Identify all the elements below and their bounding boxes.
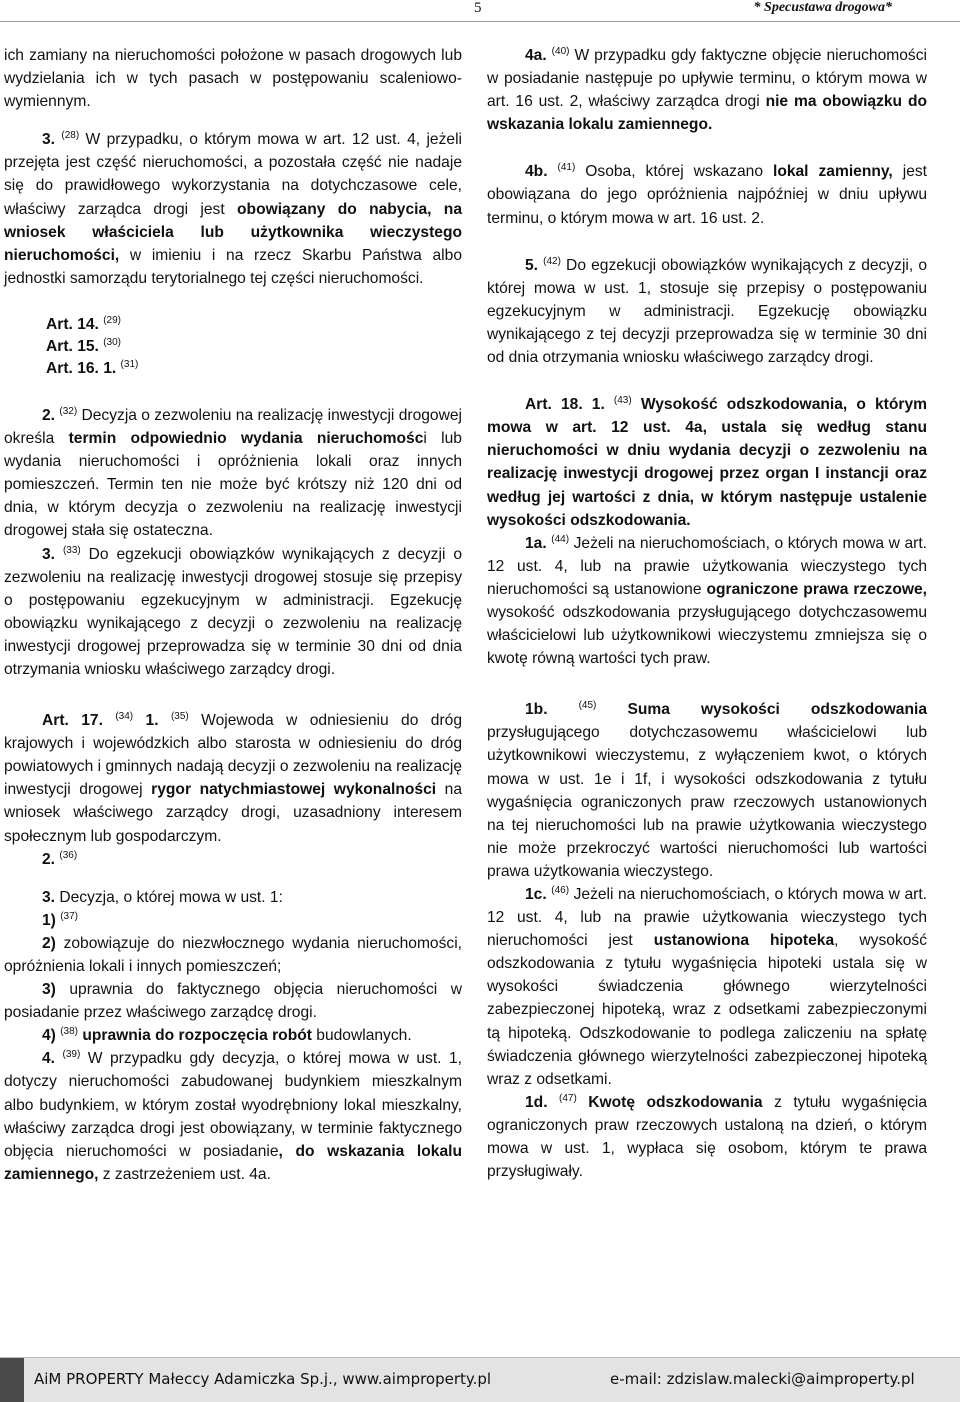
footnote-ref: (37): [60, 910, 79, 922]
article-heading: Art. 15. $^{(30)}$: [46, 336, 122, 355]
paragraph-3: 3. Decyzja, o której mowa w ust. 1:: [42, 888, 283, 906]
footnote-ref: (41): [557, 162, 576, 174]
page-footer: [0, 1357, 960, 1402]
footnote-ref: (42): [543, 255, 561, 267]
article-list: [4, 314, 462, 380]
article-heading: Art. 16. 1. $^{(31)}$: [46, 358, 139, 377]
footnote-ref: (38): [60, 1026, 79, 1038]
article-17: Art. 17. $^{(34)}$ 1. $^{(35)}$ Wojewoda w odniesieniu do dróg krajowych i wojewódzkich albo starosta w odniesieniu do dróg powiatowych i gminnych nadają decyzji o zezwoleniu na realizację inwestycji drogowej rygor natychmiastowej wykonalności na wniosek właściwego zarządcy drogi, uzasadniony interesem społecznym lub gospodarczym.: [4, 711, 462, 845]
footnote-ref: (44): [551, 533, 570, 545]
footnote-ref: (33): [62, 544, 81, 556]
footnote-ref: (39): [62, 1049, 81, 1061]
footer-company: AiM PROPERTY Małeccy Adamiczka Sp.j., www.aimproperty.pl: [34, 1370, 492, 1388]
paragraph-2-36: 2. $^{(36)}$: [42, 849, 78, 868]
paragraph-5: 5. $^{(42)}$ Do egzekucji obowiązków wynikających z decyzji, o której mowa w ust. 1, stosuje się przepisy o postępowaniu egzekucyjnym w administracji. Egzekucję obowiązku wynikającego z tej decyzji przeprowadza się w terminie 30 dni od dnia otrzymania wniosku właściwego zarządcy drogi.: [487, 255, 927, 367]
page-number: 5: [474, 0, 482, 16]
footnote-ref: (47): [559, 1092, 577, 1104]
document-title: * Specustawa drogowa*: [753, 0, 892, 15]
point-2: 2) zobowiązuje do niezwłocznego wydania nieruchomości, opróżnienia lokali i innych pomieszczeń;: [4, 934, 462, 975]
paragraph-number: 3.: [42, 131, 56, 149]
right-column: [487, 44, 927, 1183]
left-column: [4, 44, 462, 1186]
paragraph-1a: 1a. $^{(44)}$ Jeżeli na nieruchomościach, o których mowa w art. 12 ust. 4, lub na prawie użytkowania wieczystego tych nieruchomości są ustanowione ograniczone prawa rzeczowe, wysokość odszkodowania przysługującego dotychczasowemu właścicielowi lub użytkownikowi wieczystemu zmniejsza się o kwotę równą wartości tych praw.: [487, 533, 927, 668]
footnote-ref: (43): [613, 395, 632, 407]
paragraph-2-32: 2. $^{(32)}$ Decyzja o zezwoleniu na realizację inwestycji drogowej określa termin odpowiednio wydania nieruchomości lub wydania nieruchomości i opróżnienia lokali oraz innych pomieszczeń. Termin ten nie może być krótszy niż 120 dni od dnia, w którym decyzja o zezwoleniu na realizację inwestycji drogowej stała się ostateczna.: [4, 405, 462, 540]
page-header: [0, 0, 960, 22]
article-18: Art. 18. 1. $^{(43)}$ Wysokość odszkodowania, o którym mowa w art. 12 ust. 4a, ustala się według stanu nieruchomości w dniu wydania decyzji o zezwoleniu na realizację inwestycji drogowej przez organ I instancji oraz według jej wartości z dnia, w którym następuje ustalenie wysokości odszkodowania.: [487, 395, 927, 529]
point-4: 4) $^{(38)}$ uprawnia do rozpoczęcia robót budowlanych.: [42, 1026, 412, 1045]
article-heading: Art. 14. $^{(29)}$: [46, 314, 122, 333]
footnote-ref: (31): [120, 358, 139, 370]
company-logo-icon: [0, 1358, 24, 1402]
footnote-ref: (35): [170, 711, 189, 723]
footnote-ref: (36): [59, 849, 78, 861]
paragraph-3-33: 3. $^{(33)}$ Do egzekucji obowiązków wynikających z decyzji o zezwoleniu na realizację inwestycji drogowej stosuje się przepisy o postępowaniu egzekucyjnym w administracji. Egzekucję obowiązku wynikającego z decyzji o zezwoleniu na realizację inwestycji drogowej przeprowadza się w terminie 30 dni od dnia otrzymania wniosku właściwego zarządcy drogi.: [4, 544, 462, 678]
footnote-ref: (46): [551, 885, 570, 896]
point-3: 3) uprawnia do faktycznego objęcia nieruchomości w posiadanie przez właściwego zarządcę drogi.: [4, 981, 462, 1022]
paragraph-4a: 4a. $^{(40)}$ W przypadku gdy faktyczne objęcie nieruchomości w posiadanie następuje po upływie terminu, o którym mowa w art. 16 ust. 2, właściwy zarządca drogi nie ma obowiązku do wskazania lokalu zamiennego.: [487, 46, 927, 134]
footnote-ref: (45): [578, 700, 597, 712]
footnote-ref: (32): [59, 405, 78, 417]
paragraph-4b: 4b. $^{(41)}$ Osoba, której wskazano lokal zamienny, jest obowiązana do jego opróżnienia najpóźniej w dniu upływu terminu, o którym mowa w art. 16 ust. 2.: [487, 162, 927, 227]
header-rule: [0, 21, 960, 22]
footer-email: e-mail: zdzislaw.malecki@aimproperty.pl: [610, 1370, 915, 1388]
footnote-ref: (30): [103, 336, 122, 348]
footnote-ref: (28): [61, 130, 80, 142]
paragraph-1b: 1b. $^{(45)}$ Suma wysokości odszkodowania przysługującego dotychczasowemu właścicielowi lub użytkownikowi wieczystemu, z wyłączeniem kwot, o których mowa w ust. 1e i 1f, i wysokości odszkodowania z tytułu wygaśnięcia ograniczonych praw rzeczowych ustanowionych na tej nieruchomości lub na prawie użytkowania wieczystego nie może przekroczyć wartości nieruchomości lub wartości prawa użytkowania wieczystego.: [487, 700, 927, 880]
footnote-ref: (29): [103, 314, 122, 326]
paragraph-4-39: 4. $^{(39)}$ W przypadku gdy decyzja, o której mowa w ust. 1, dotyczy nieruchomości zabudowanej budynkiem mieszkalnym albo budynkiem, w którym został wyodrębniony lokal mieszkalny, właściwy zarządca drogi jest obowiązany, w terminie faktycznego objęcia nieruchomości w posiadanie, do wskazania lokalu zamiennego, z zastrzeżeniem ust. 4a.: [4, 1049, 462, 1183]
paragraph-3-28: 3. $^{(28)}$ W przypadku, o którym mowa w art. 12 ust. 4, jeżeli przejęta jest część nieruchomości, a pozostała część nie nadaje się do prawidłowego wykorzystania na dotychczasowe cele, właściwy zarządca drogi jest obowiązany do nabycia, na wniosek właściciela lub użytkownika wieczystego nieruchomości, w imieniu i na rzecz Skarbu Państwa albo jednostki samorządu terytorialnego tej części nieruchomości.: [4, 130, 463, 287]
footnote-ref: (34): [115, 711, 134, 723]
point-1: 1) $^{(37)}$: [42, 910, 79, 929]
paragraph-1c: 1c. $^{(46)}$ Jeżeli na nieruchomościach, o których mowa w art. 12 ust. 4, lub na prawie użytkowania wieczystego tych nieruchomości jest ustanowiona hipoteka, wysokość odszkodowania z tytułu wygaśnięcia hipoteki ustala się w wysokości świadczenia głównego wierzytelności zabezpieczonej hipoteką, wraz z odsetkami zabezpieczonymi tą hipoteką. Odszkodowanie to podlega zaliczeniu na spłatę świadczenia głównego wierzytelności zabezpieczonej hipoteką wraz z odsetkami.: [487, 885, 928, 1088]
paragraph-1d: 1d. $^{(47)}$ Kwotę odszkodowania z tytułu wygaśnięcia ograniczonych praw rzeczowych ustaloną na dzień, o którym mowa w ust. 1, wypłaca się osobom, którym te prawa przysługiwały.: [487, 1092, 928, 1181]
paragraph: ich zamiany na nieruchomości położone w pasach drogowych lub wydzielania ich w tych pasach w postępowaniu scaleniowo-wymiennym.: [4, 47, 462, 111]
footnote-ref: (40): [551, 46, 570, 57]
